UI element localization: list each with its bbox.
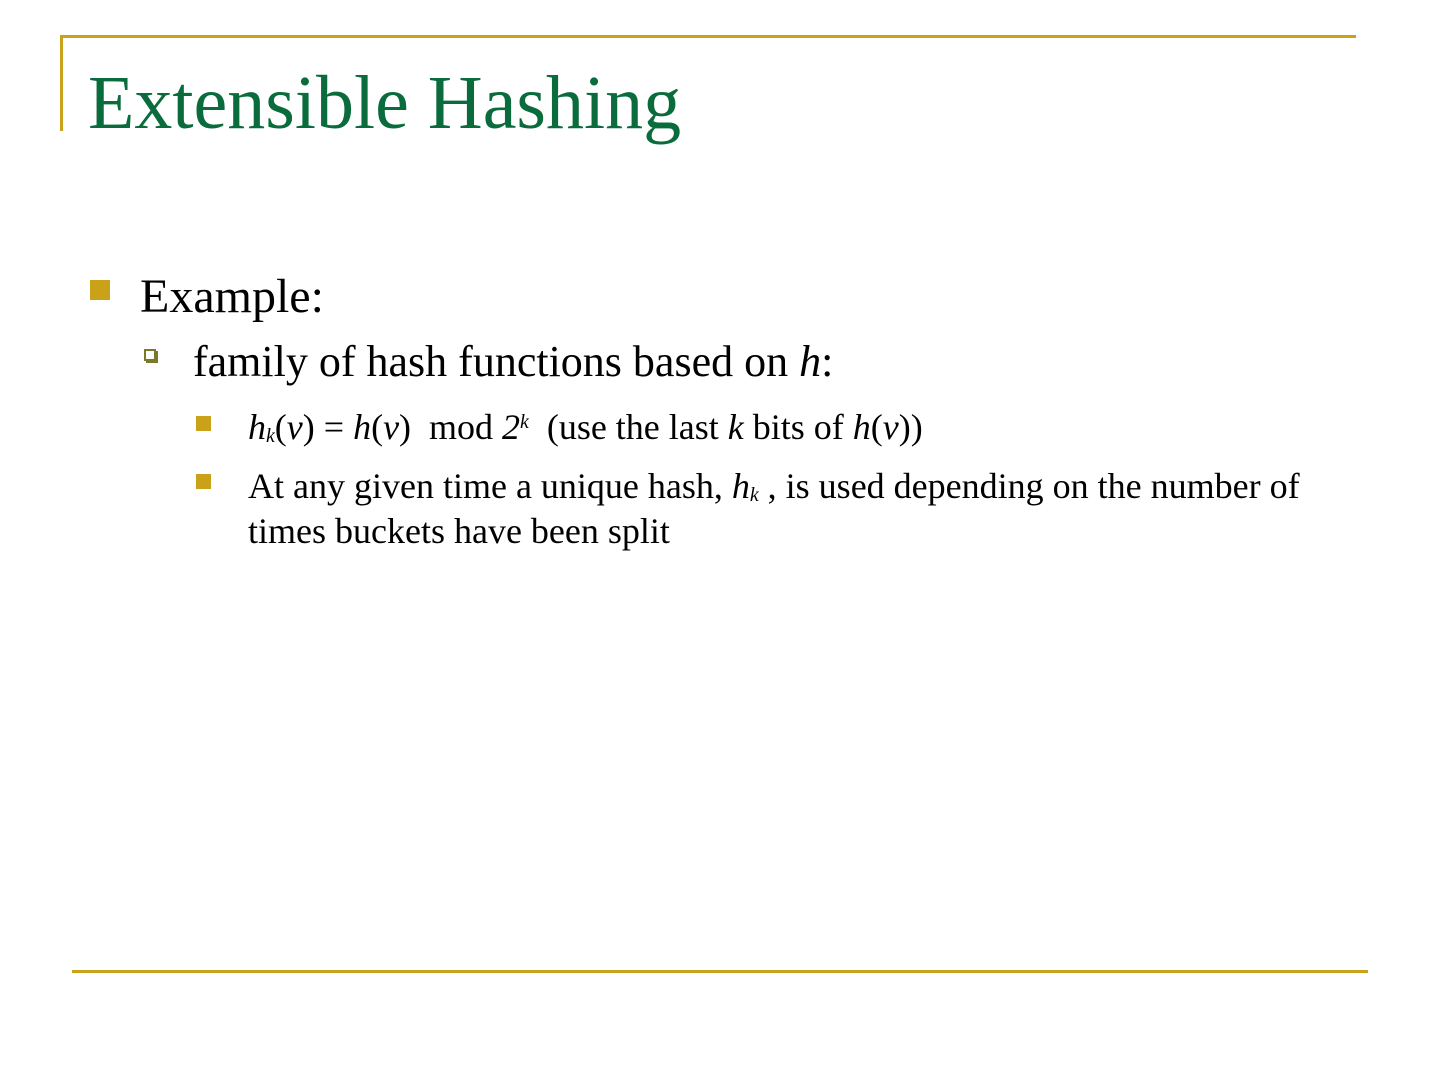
slide-title: Extensible Hashing [88, 61, 682, 145]
bullet-hash-family [193, 336, 833, 389]
formula-v2: v [383, 407, 400, 447]
square-bullet-icon [90, 280, 110, 300]
family-text: family of hash functions based on [193, 337, 800, 386]
square-bullet-icon [196, 474, 211, 489]
left-rule [60, 35, 63, 131]
formula-note-v: v [882, 407, 899, 447]
formula-h2: h [353, 407, 372, 447]
formula-note-close: )) [898, 407, 923, 447]
formula-note-mid: bits of [743, 407, 853, 447]
unique-h: h [731, 466, 750, 506]
formula-note-open: ( [870, 407, 883, 447]
formula-note-prefix: (use the last [528, 407, 728, 447]
unique-suffix: , is used depending on the number of times buckets have been split [248, 466, 1300, 551]
formula-note-k: k [727, 407, 744, 447]
formula-k-sub: k [266, 424, 275, 447]
family-suffix: : [821, 337, 834, 386]
formula-close-eq: ) = [302, 407, 354, 447]
unique-k-sub: k [749, 483, 759, 506]
formula-two: 2 [502, 407, 521, 447]
formula-k-sup: k [520, 411, 529, 434]
formula-open2: ( [371, 407, 384, 447]
formula-note-h: h [852, 407, 871, 447]
bullet-example: Example: [140, 270, 324, 323]
hollow-square-bullet-icon [144, 349, 156, 361]
family-var: h [799, 337, 822, 386]
square-bullet-icon [196, 416, 211, 431]
formula-v: v [286, 407, 303, 447]
formula-h: h [248, 407, 266, 447]
bullet-formula [248, 405, 1358, 450]
bottom-rule [72, 970, 1368, 973]
bullet-unique-hash [248, 464, 1358, 554]
unique-prefix: At any given time a unique hash, [248, 466, 732, 506]
formula-open: ( [274, 407, 287, 447]
formula-close2: ) mod [399, 407, 503, 447]
top-rule [60, 35, 1356, 38]
